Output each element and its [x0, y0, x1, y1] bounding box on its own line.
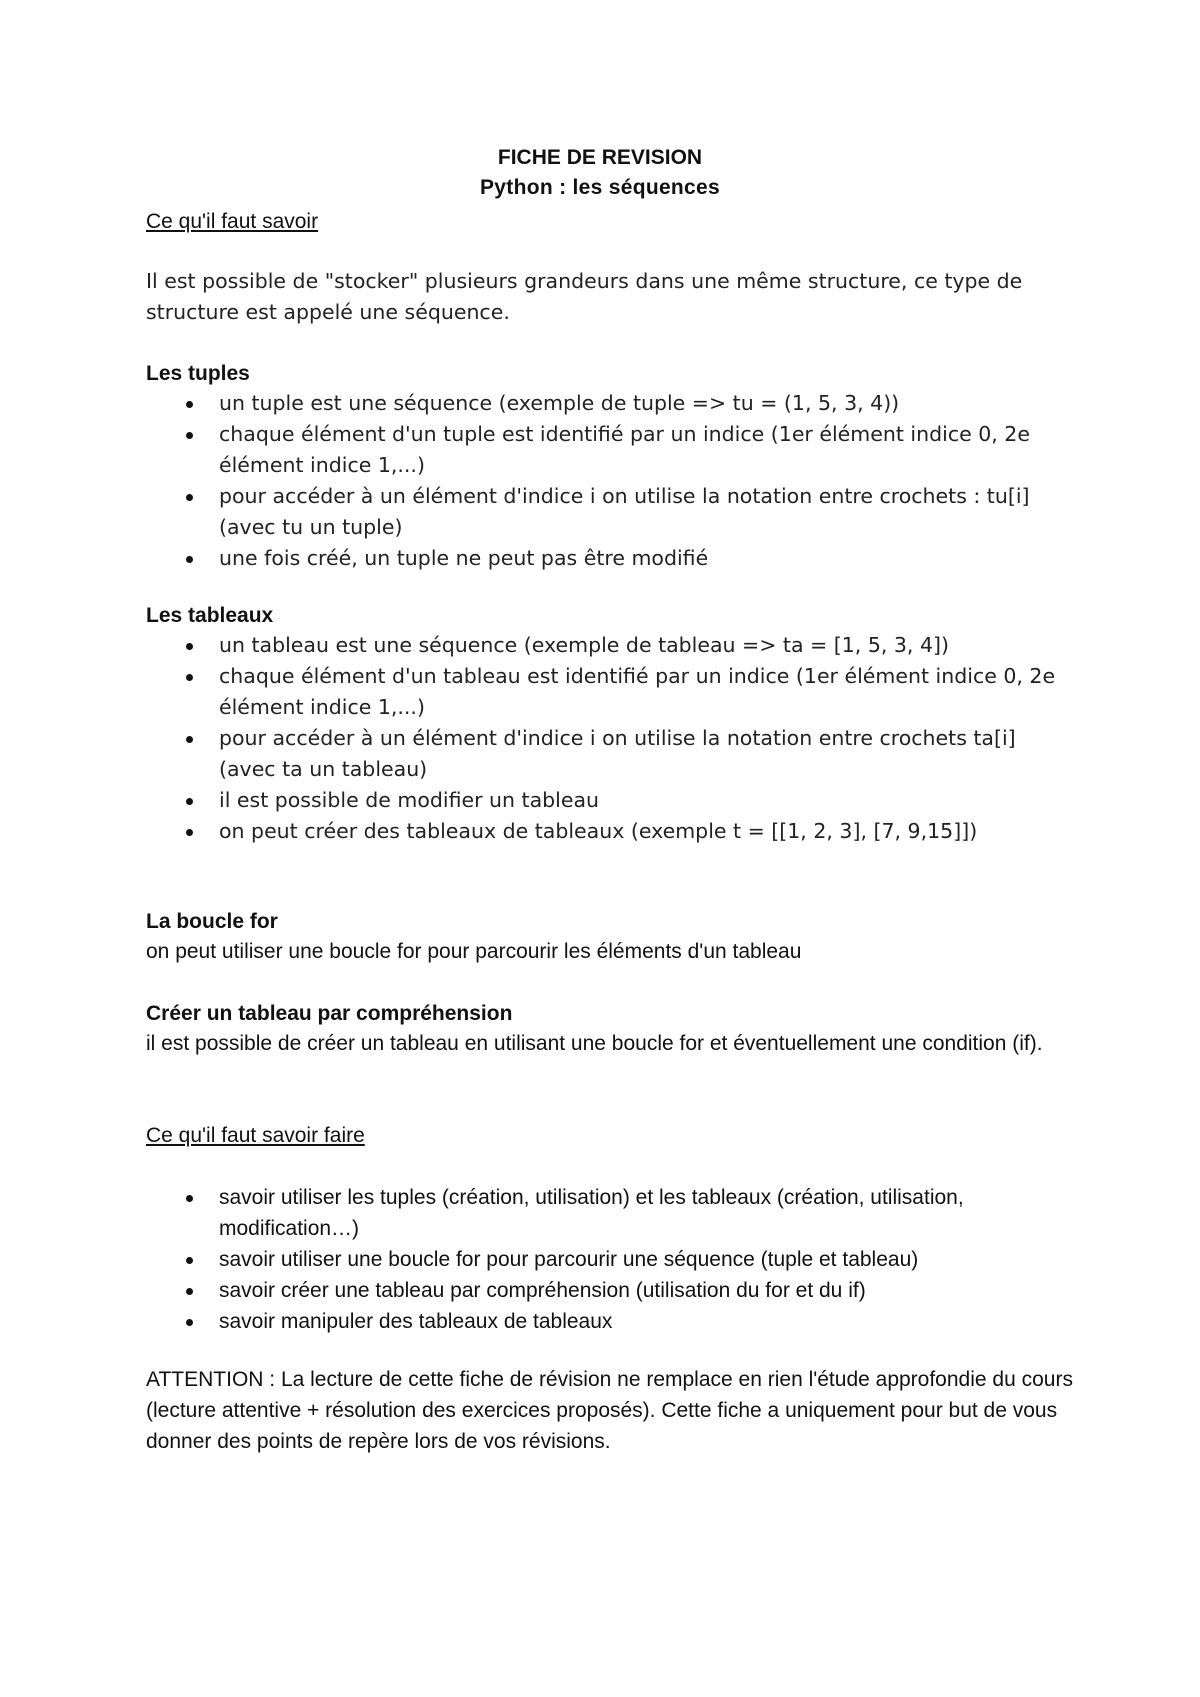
list-item: on peut créer des tableaux de tableaux (exemple t = [[1, 2, 3], [7, 9,15]]) [146, 816, 1066, 847]
comprehension-text: il est possible de créer un tableau en utilisant une boucle for et éventuellement une condition (if). [146, 1032, 1043, 1055]
list-item: savoir créer une tableau par compréhension (utilisation du for et du if) [146, 1275, 1066, 1306]
intro-paragraph: Il est possible de "stocker" plusieurs grandeurs dans une même structure, ce type de structure est appelé une séquence. [146, 269, 1023, 324]
list-item: savoir utiliser les tuples (création, utilisation) et les tableaux (création, utilisation, modification…) [146, 1182, 1066, 1244]
heading-tuples: Les tuples [146, 362, 250, 385]
page-subtitle: Python : les séquences [479, 176, 720, 199]
attention-note: ATTENTION : La lecture de cette fiche de révision ne remplace en rien l'étude approfondie du cours (lecture attentive + résolution des exercices proposés). Cette fiche a uniquement pour but de vous donner des points de repère lors de vos révisions. [146, 1368, 1073, 1453]
tableaux-list [146, 630, 1066, 847]
heading-boucle-for: La boucle for [146, 910, 278, 933]
tuples-list [146, 388, 1066, 574]
list-item: il est possible de modifier un tableau [146, 785, 1066, 816]
section-heading-savoir: Ce qu'il faut savoir [146, 210, 319, 233]
list-item: savoir utiliser une boucle for pour parcourir une séquence (tuple et tableau) [146, 1244, 1066, 1275]
list-item: une fois créé, un tuple ne peut pas être modifié [146, 543, 1066, 574]
heading-tableaux: Les tableaux [146, 604, 274, 627]
savoir-faire-list [146, 1182, 1066, 1337]
list-item: un tuple est une séquence (exemple de tuple => tu = (1, 5, 3, 4)) [146, 388, 1066, 419]
list-item: pour accéder à un élément d'indice i on utilise la notation entre crochets ta[i] (avec ta un tableau) [146, 723, 1066, 785]
list-item: chaque élément d'un tuple est identifié par un indice (1er élément indice 0, 2e élément indice 1,...) [146, 419, 1066, 481]
list-item: un tableau est une séquence (exemple de tableau => ta = [1, 5, 3, 4]) [146, 630, 1066, 661]
list-item: pour accéder à un élément d'indice i on utilise la notation entre crochets : tu[i] (avec tu un tuple) [146, 481, 1066, 543]
section-heading-savoir-faire: Ce qu'il faut savoir faire [146, 1124, 365, 1147]
list-item: chaque élément d'un tableau est identifié par un indice (1er élément indice 0, 2e élément indice 1,...) [146, 661, 1066, 723]
boucle-for-text: on peut utiliser une boucle for pour parcourir les éléments d'un tableau [146, 940, 802, 963]
heading-comprehension: Créer un tableau par compréhension [146, 1002, 513, 1025]
page-title: FICHE DE REVISION [497, 146, 703, 169]
list-item: savoir manipuler des tableaux de tableaux [146, 1306, 1066, 1337]
